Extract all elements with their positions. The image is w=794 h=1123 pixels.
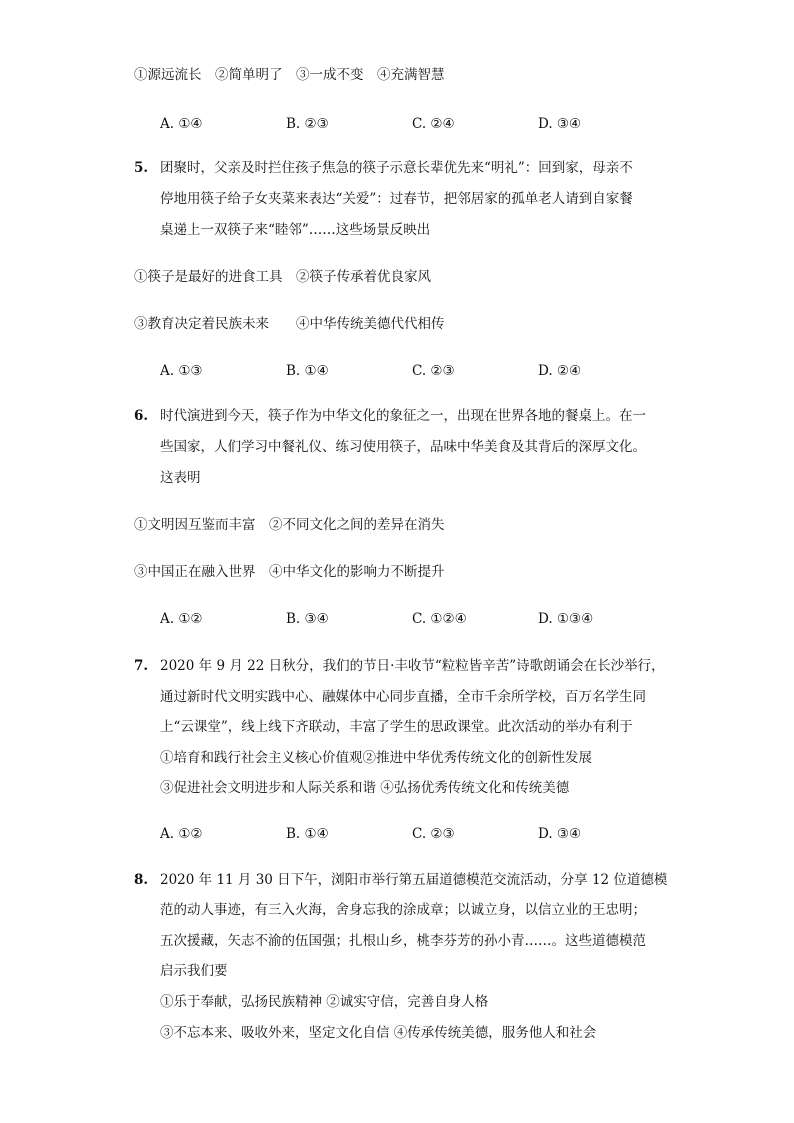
q7-line-3: 上“云课堂”，线上线下齐联动，丰富了学生的思政课堂。此次活动的举办有利于	[160, 719, 633, 735]
q6-number: 6.	[134, 408, 149, 424]
q5-number: 5.	[134, 160, 149, 176]
q4-option-a: A. ①④	[160, 116, 203, 132]
q5-option-c: C. ②③	[412, 363, 455, 379]
q6-option-d: D. ①③④	[538, 611, 594, 627]
q8-statement-2: ③不忘本来、吸收外来，坚定文化自信 ④传承传统美德，服务他人和社会	[160, 1025, 597, 1041]
q7-option-a: A. ①②	[160, 826, 203, 842]
q7-line-1: 2020 年 9 月 22 日秋分，我们的节日·丰收节“粒粒皆辛苦”诗歌朗诵会在长沙举行，	[160, 658, 665, 674]
q5-line-2: 停地用筷子给子女夹菜来表达“关爱”：过春节，把邻居家的孤单老人请到自家餐	[160, 191, 633, 207]
q5-line-3: 桌递上一双筷子来“睦邻”……这些场景反映出	[160, 222, 431, 238]
q5-line-1: 团聚时，父亲及时拦住孩子焦急的筷子示意长辈优先来“明礼”：回到家，母亲不	[160, 160, 633, 176]
q4-option-d: D. ③④	[538, 116, 582, 132]
q8-number: 8.	[134, 872, 149, 888]
q6-line-3: 这表明	[160, 470, 201, 486]
q7-statement-1: ①培育和践行社会主义核心价值观②推进中华优秀传统文化的创新性发展	[160, 750, 592, 766]
q5-option-a: A. ①③	[160, 363, 203, 379]
q5-option-b: B. ①④	[286, 363, 329, 379]
q8-line-1: 2020 年 11 月 30 日下午，浏阳市举行第五届道德模范交流活动，分享 12 位道德模	[160, 872, 668, 888]
q6-line-2: 些国家，人们学习中餐礼仪、练习使用筷子，品味中华美食及其背后的深厚文化。	[160, 439, 646, 455]
q4-option-b: B. ②③	[286, 116, 329, 132]
q7-line-2: 通过新时代文明实践中心、融媒体中心同步直播，全市千余所学校，百万名学生同	[160, 689, 646, 705]
q6-line-1: 时代演进到今天，筷子作为中华文化的象征之一，出现在世界各地的餐桌上。在一	[160, 408, 646, 424]
q6-statement-1: ①文明因互鉴而丰富 ②不同文化之间的差异在消失	[134, 517, 445, 533]
q4-option-c: C. ②④	[412, 116, 455, 132]
q8-statement-1: ①乐于奉献，弘扬民族精神 ②诚实守信，完善自身人格	[160, 994, 489, 1010]
q7-option-b: B. ①④	[286, 826, 329, 842]
q5-option-d: D. ②④	[538, 363, 582, 379]
q4-statements: ①源远流长 ②简单明了 ③一成不变 ④充满智慧	[134, 67, 445, 83]
q8-line-3: 五次援藏，矢志不渝的伍国强；扎根山乡，桃李芬芳的孙小青……。这些道德模范	[160, 933, 646, 949]
q6-option-a: A. ①②	[160, 611, 203, 627]
q6-statement-2: ③中国正在融入世界 ④中华文化的影响力不断提升	[134, 564, 445, 580]
q7-statement-2: ③促进社会文明进步和人际关系和谐 ④弘扬优秀传统文化和传统美德	[160, 780, 570, 796]
q8-line-4: 启示我们要	[160, 963, 228, 979]
q6-option-c: C. ①②④	[412, 611, 467, 627]
q7-option-c: C. ②③	[412, 826, 455, 842]
q6-option-b: B. ③④	[286, 611, 329, 627]
q7-option-d: D. ③④	[538, 826, 582, 842]
q5-statement-2: ③教育决定着民族未来 ④中华传统美德代代相传	[134, 316, 445, 332]
q7-number: 7.	[134, 658, 149, 674]
q5-statement-1: ①筷子是最好的进食工具 ②筷子传承着优良家风	[134, 269, 431, 285]
q8-line-2: 范的动人事迹，有三入火海，舍身忘我的涂成章；以诚立身，以信立业的王忠明；	[160, 902, 646, 918]
